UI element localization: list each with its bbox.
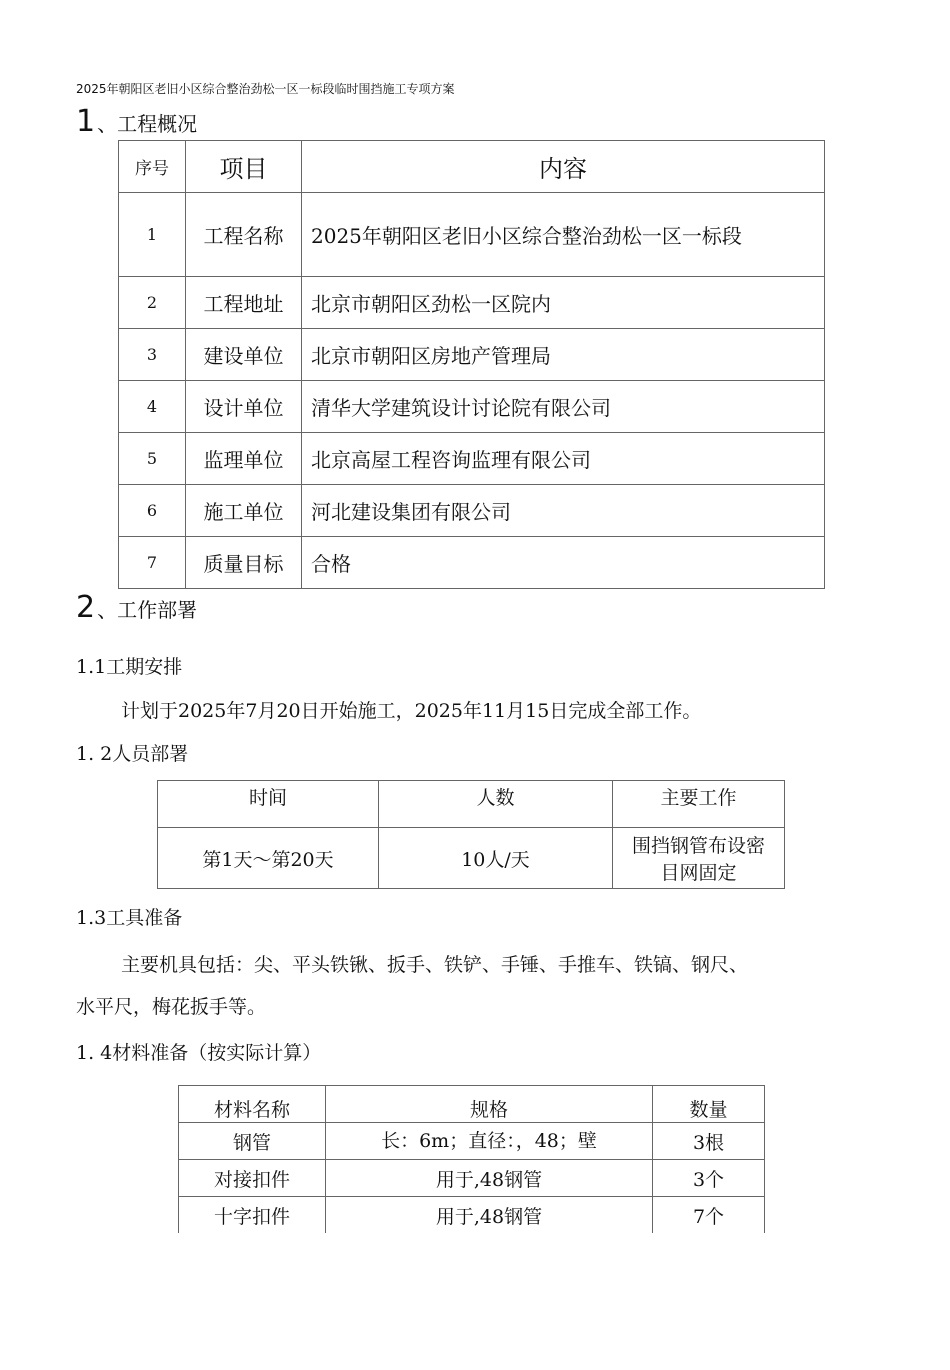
header-content: 内容: [302, 141, 825, 193]
section-2-number: 2: [76, 590, 96, 625]
section-2-title: 、工作部署: [97, 598, 198, 622]
section-1-title: 、工程概况: [97, 112, 198, 136]
header-work: 主要工作: [613, 781, 785, 828]
subsection-1-2-title: 1. 2人员部署: [76, 743, 189, 765]
row-item: 工程地址: [186, 277, 302, 329]
header-time: 时间: [158, 781, 379, 828]
table-row: [179, 1197, 765, 1234]
row-no: 5: [119, 433, 186, 485]
row-content: 合格: [302, 537, 825, 589]
row-material-name: 十字扣件: [179, 1197, 326, 1234]
table-row: [119, 277, 825, 329]
table-row: [119, 381, 825, 433]
row-item: 建设单位: [186, 329, 302, 381]
row-work-line-2: 目网固定: [660, 862, 737, 884]
section-1-number: 1: [76, 104, 96, 139]
table-row: [119, 193, 825, 277]
subsection-1-3-title: 1.3工具准备: [76, 907, 183, 929]
table-row: [179, 1123, 765, 1160]
table-row: [119, 537, 825, 589]
tools-text-line-1: 主要机具包括：尖、平头铁锹、扳手、铁铲、手锤、手推车、铁镐、钢尺、: [121, 954, 749, 976]
row-qty: 3根: [653, 1123, 765, 1160]
row-spec: 用于,48钢管: [326, 1160, 653, 1197]
table-row: [158, 828, 785, 889]
row-content: 清华大学建筑设计讨论院有限公司: [302, 381, 825, 433]
table-row: [119, 433, 825, 485]
section-1-heading: [76, 104, 197, 139]
row-no: 7: [119, 537, 186, 589]
material-table: [178, 1085, 765, 1233]
row-no: 6: [119, 485, 186, 537]
row-spec-clipped: [326, 1127, 652, 1155]
row-work: [613, 828, 785, 889]
staff-table-header: [158, 781, 785, 828]
row-item: 工程名称: [186, 193, 302, 277]
row-time: 第1天〜第20天: [158, 828, 379, 889]
row-qty: 3个: [653, 1160, 765, 1197]
row-count: 10人/天: [379, 828, 613, 889]
document-header: 2025年朝阳区老旧小区综合整治劲松一区一标段临时围挡施工专项方案: [76, 82, 455, 96]
row-content: 北京高屋工程咨询监理有限公司: [302, 433, 825, 485]
row-no: 3: [119, 329, 186, 381]
overview-table: [118, 140, 825, 589]
header-spec: 规格: [326, 1086, 653, 1123]
row-material-name: 对接扣件: [179, 1160, 326, 1197]
row-qty: 7个: [653, 1197, 765, 1234]
header-qty: 数量: [653, 1086, 765, 1123]
row-item: 设计单位: [186, 381, 302, 433]
header-count: 人数: [379, 781, 613, 828]
staff-table: [157, 780, 785, 889]
row-no: 1: [119, 193, 186, 277]
row-content: 河北建设集团有限公司: [302, 485, 825, 537]
row-item: 监理单位: [186, 433, 302, 485]
schedule-text: 计划于2025年7月20日开始施工，2025年11月15日完成全部工作。: [121, 700, 702, 722]
header-no: 序号: [119, 141, 186, 193]
row-spec-line-1: 长：6m；直径：，48；壁: [381, 1130, 597, 1152]
row-spec: 用于,48钢管: [326, 1197, 653, 1234]
subsection-1-1-title: 1.1工期安排: [76, 656, 183, 678]
row-content: 北京市朝阳区劲松一区院内: [302, 277, 825, 329]
header-material-name: 材料名称: [179, 1086, 326, 1123]
header-item: 项目: [186, 141, 302, 193]
tools-text-line-2: 水平尺，梅花扳手等。: [76, 996, 267, 1018]
row-spec: [326, 1123, 653, 1160]
section-2-heading: [76, 590, 197, 625]
row-content: 2025年朝阳区老旧小区综合整治劲松一区一标段: [302, 193, 825, 277]
row-item: 质量目标: [186, 537, 302, 589]
row-content: 北京市朝阳区房地产管理局: [302, 329, 825, 381]
table-row: [179, 1160, 765, 1197]
subsection-1-4-title: 1. 4材料准备（按实际计算）: [76, 1042, 322, 1064]
row-no: 2: [119, 277, 186, 329]
row-material-name: 钢管: [179, 1123, 326, 1160]
table-row: [119, 329, 825, 381]
overview-table-header: [119, 141, 825, 193]
material-table-header: [179, 1086, 765, 1123]
row-work-line-1: 围挡钢管布设密: [631, 835, 765, 857]
row-no: 4: [119, 381, 186, 433]
table-row: [119, 485, 825, 537]
row-item: 施工单位: [186, 485, 302, 537]
